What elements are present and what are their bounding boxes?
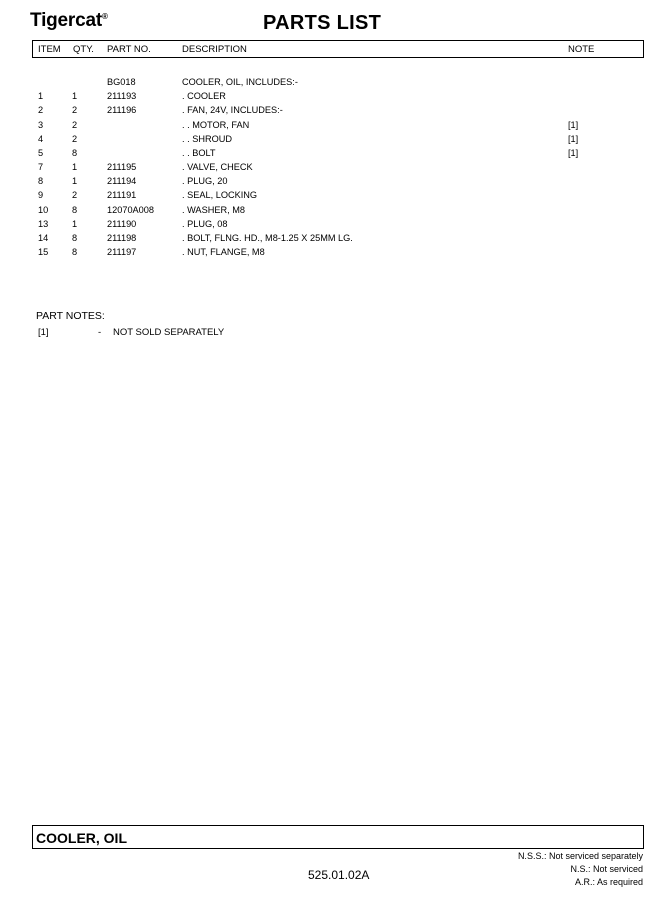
cell-description: . FAN, 24V, INCLUDES:- (182, 105, 283, 116)
table-row (0, 148, 668, 162)
cell-part-no: 211191 (107, 190, 137, 201)
cell-item: 7 (38, 162, 44, 173)
page-title: PARTS LIST (263, 12, 382, 34)
cell-qty: 2 (72, 119, 78, 130)
part-note-text: NOT SOLD SEPARATELY (113, 327, 225, 338)
assembly-title-box (32, 825, 644, 849)
cell-qty: 2 (72, 190, 78, 201)
cell-item: 5 (38, 147, 44, 158)
cell-item: 3 (38, 119, 44, 130)
cell-part-no: 211190 (107, 218, 137, 229)
cell-description: . PLUG, 08 (182, 218, 228, 229)
table-row (0, 120, 668, 134)
cell-part-no: BG018 (107, 77, 136, 87)
cell-item: 15 (38, 247, 49, 258)
cell-item: 1 (38, 91, 44, 102)
table-row (0, 162, 668, 176)
part-note-ref: [1] (38, 327, 49, 338)
table-row (0, 105, 668, 119)
cell-qty: 8 (72, 232, 78, 243)
table-row (0, 190, 668, 204)
cell-description: . VALVE, CHECK (182, 162, 253, 173)
registered-mark: ® (101, 12, 108, 21)
table-row (0, 233, 668, 247)
cell-part-no: 211195 (107, 162, 137, 173)
cell-qty: 8 (72, 147, 78, 158)
column-header-part-no: PART NO. (107, 44, 151, 55)
cell-description: . PLUG, 20 (182, 176, 228, 187)
cell-qty: 8 (72, 204, 78, 215)
table-header (32, 40, 644, 58)
part-note-dash: - (98, 327, 102, 338)
column-header-description: DESCRIPTION (182, 44, 247, 55)
document-number: 525.01.02A (308, 868, 370, 882)
table-row (0, 219, 668, 233)
cell-item: 2 (38, 105, 44, 116)
table-row (0, 176, 668, 190)
cell-description: . COOLER (182, 91, 226, 102)
cell-description: . . MOTOR, FAN (182, 119, 250, 130)
column-header-item: ITEM (38, 44, 61, 55)
cell-qty: 1 (72, 91, 78, 102)
cell-item: 8 (38, 176, 44, 187)
cell-qty: 1 (72, 176, 78, 187)
table-row (0, 205, 668, 219)
cell-part-no: 211196 (107, 105, 137, 116)
cell-description: COOLER, OIL, INCLUDES:- (182, 77, 298, 87)
cell-item: 9 (38, 190, 44, 201)
cell-note: [1] (568, 133, 579, 144)
cell-part-no: 211194 (107, 176, 137, 187)
table-row (0, 77, 668, 91)
column-header-qty: QTY. (73, 44, 94, 55)
cell-item: 13 (38, 218, 49, 229)
cell-item: 4 (38, 133, 44, 144)
cell-description: . NUT, FLANGE, M8 (182, 247, 265, 258)
cell-qty: 8 (72, 247, 78, 258)
cell-note: [1] (568, 147, 579, 158)
assembly-title: COOLER, OIL (36, 830, 127, 846)
cell-qty: 2 (72, 133, 78, 144)
cell-description: . BOLT, FLNG. HD., M8-1.25 X 25MM LG. (182, 232, 353, 243)
table-row (0, 247, 668, 261)
legend-ar: A.R.: As required (574, 877, 643, 887)
legend-ns: N.S.: Not serviced (570, 864, 643, 874)
column-header-note: NOTE (568, 44, 595, 55)
cell-qty: 1 (72, 218, 78, 229)
part-notes-title: PART NOTES: (36, 310, 105, 322)
cell-description: . . SHROUD (182, 133, 233, 144)
cell-qty: 1 (72, 162, 78, 173)
table-row (0, 91, 668, 105)
cell-part-no: 211198 (107, 232, 137, 243)
cell-note: [1] (568, 119, 579, 130)
cell-qty: 2 (72, 105, 78, 116)
brand-name: Tigercat (30, 10, 102, 31)
cell-part-no: 211197 (107, 247, 137, 258)
brand-logo (30, 10, 108, 32)
cell-part-no: 12070A008 (107, 204, 155, 215)
legend-nss: N.S.S.: Not serviced separately (517, 851, 643, 861)
cell-item: 14 (38, 232, 49, 243)
cell-description: . . BOLT (182, 147, 216, 158)
cell-description: . WASHER, M8 (182, 204, 245, 215)
cell-part-no: 211193 (107, 91, 137, 102)
cell-item: 10 (38, 204, 49, 215)
table-row (0, 134, 668, 148)
cell-description: . SEAL, LOCKING (182, 190, 258, 201)
